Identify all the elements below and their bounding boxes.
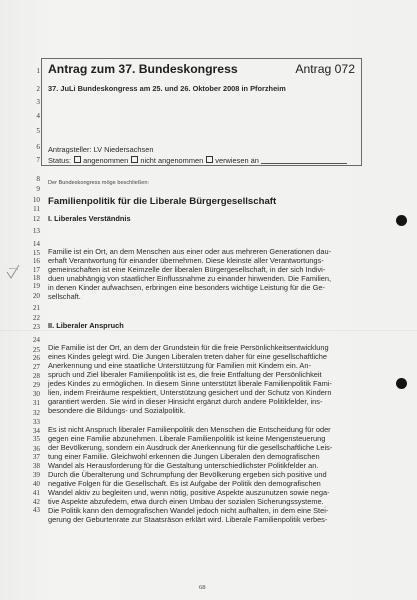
line-number: 23 (32, 323, 40, 331)
handwritten-check-mark (4, 263, 22, 281)
motion-number: Antrag 072 (295, 62, 355, 76)
line-number: 5 (36, 127, 40, 135)
text-line: duen unabhängig von staatlicher Einflussnahme zu einander hinwenden. Die Familien, (48, 274, 332, 283)
line-number: 14 (32, 240, 40, 248)
applicant: Antragsteller: LV Niedersachsen (48, 145, 154, 154)
line-number: 21 (32, 304, 40, 312)
line-number: 27 (32, 363, 40, 371)
line-number: 2 (36, 85, 40, 93)
line-number: 35 (32, 435, 40, 443)
checkbox-verwiesen[interactable] (206, 156, 213, 163)
line-number: 42 (32, 498, 40, 506)
intro-text: Der Bundeskongress möge beschließen: (48, 180, 150, 186)
text-line: Anerkennung und eine staatliche Unterstützung für Familien mit Kindern ein. An- (48, 361, 311, 370)
line-number: 3 (36, 98, 40, 106)
line-number: 13 (32, 227, 40, 235)
line-number: 17 (32, 266, 40, 274)
checkbox-nicht-angenommen[interactable] (131, 156, 138, 163)
line-number: 22 (32, 314, 40, 322)
checkbox-angenommen[interactable] (74, 156, 81, 163)
line-number: 19 (32, 282, 40, 290)
text-line: tive Aspekte abzufedern, etwa durch einen Umbau der sozialen Sicherungssysteme. (48, 497, 324, 506)
line-number: 4 (36, 112, 40, 120)
text-line: garantiert werden. Sie wird in dieser Hinsicht ergänzt durch andere Politikfelder, ins- (48, 397, 323, 406)
line-number: 8 (36, 175, 40, 183)
text-line: gemeinschaften ist eine Keimzelle der liberalen Bürgergesellschaft, in der sich Indivi- (48, 265, 326, 274)
line-number: 16 (32, 257, 40, 265)
punch-hole (396, 378, 407, 389)
section-heading: II. Liberaler Anspruch (48, 321, 124, 330)
text-line: erhaft Verantwortung für einander übernehmen. Diese kleinste aller Verantwortungs- (48, 256, 324, 265)
status-option: nicht angenommen (140, 156, 204, 165)
line-number: 11 (33, 205, 40, 213)
line-number: 7 (36, 156, 40, 164)
text-line: jedes Kindes zu ermöglichen. In diesem Sinne unterstützt liberale Familienpolitik Fami- (48, 379, 332, 388)
text-line: Es ist nicht Anspruch liberaler Familienpolitik den Menschen die Entscheidung für oder (48, 425, 331, 434)
line-number: 15 (32, 249, 40, 257)
line-number: 33 (32, 418, 40, 426)
text-line: lien, indem Freiräume respektiert, Unterstützung gesichert und der Schutz von Kindern (48, 388, 332, 397)
text-line: gegen eine Familie abzunehmen. Liberale Familienpolitik ist keine Mengensteuerung (48, 434, 326, 443)
line-number: 26 (32, 354, 40, 362)
text-line: in denen Kinder aufwachsen, erbringen eine besonders wichtige Leistung für die Ge- (48, 283, 325, 292)
line-number: 20 (32, 292, 40, 300)
line-number: 25 (32, 346, 40, 354)
line-number: 39 (32, 471, 40, 479)
text-line: Durch die Überalterung und Schrumpfung der Bevölkerung ergeben sich positive und (48, 470, 327, 479)
line-number: 34 (32, 427, 40, 435)
line-number: 41 (32, 489, 40, 497)
line-number: 10 (32, 196, 40, 204)
line-number: 28 (32, 372, 40, 380)
status-blank-line (261, 157, 347, 164)
line-number: 43 (32, 506, 40, 514)
line-number: 18 (32, 274, 40, 282)
line-number: 38 (32, 462, 40, 470)
text-line: Wandel als Herausforderung für die Gestaltung unterschiedlichster Politikfelder an. (48, 461, 319, 470)
line-number: 24 (32, 336, 40, 344)
page-number: 68 (199, 584, 206, 591)
text-line: tung einer Familie. Gleichwohl erkennen die Jungen Liberalen den demografischen (48, 452, 320, 461)
text-line: eines Kindes gelegt wird. Die Jungen Liberalen treten daher für eine gesellschaftliche (48, 352, 327, 361)
text-line: sellschaft. (48, 292, 81, 301)
text-line: Familie ist ein Ort, an dem Menschen aus einer oder aus mehreren Generationen dau- (48, 247, 332, 256)
event-line: 37. JuLi Bundeskongress am 25. und 26. Oktober 2008 in Pforzheim (48, 84, 286, 93)
text-line: negative Folgen für die Gesellschaft. Es ist Aufgabe der Politik den demografischen (48, 479, 321, 488)
line-number: 32 (32, 409, 40, 417)
paper-fold (0, 330, 417, 331)
line-number: 40 (32, 480, 40, 488)
line-number: 6 (36, 143, 40, 151)
line-number: 9 (36, 185, 40, 193)
section-heading: I. Liberales Verständnis (48, 214, 131, 223)
text-line: gerung der Geburtenrate zur Staatsräson erklärt wird. Liberale Familienpolitik verbes- (48, 515, 328, 524)
line-number: 37 (32, 453, 40, 461)
motion-heading: Familienpolitik für die Liberale Bürgergesellschaft (48, 196, 277, 207)
text-line: Die Familie ist der Ort, an dem der Grundstein für die freie Persönlichkeitsentwicklung (48, 343, 329, 352)
text-line: Wandel aktiv zu begleiten und, wenn nötig, positive Aspekte auszunutzen sowie nega- (48, 488, 330, 497)
line-number: 29 (32, 381, 40, 389)
line-number: 31 (32, 399, 40, 407)
line-number: 12 (32, 215, 40, 223)
document-title: Antrag zum 37. Bundeskongress (48, 62, 238, 76)
text-line: Die Politik kann den demografischen Wandel jedoch nicht aufhalten, in dem eine Stei- (48, 506, 329, 515)
line-number: 30 (32, 390, 40, 398)
line-number: 1 (36, 67, 40, 75)
text-line: besondere die Bildungs- und Sozialpolitik. (48, 406, 186, 415)
status-row (48, 156, 347, 165)
status-option: verwiesen an (215, 156, 259, 165)
status-label: Status: (48, 156, 72, 165)
text-line: spruch und Ziel liberaler Familienpolitik ist es, die freie Entfaltung der Persönlichkeit (48, 370, 322, 379)
line-number: 36 (32, 445, 40, 453)
status-option: angenommen (83, 156, 129, 165)
punch-hole (396, 215, 407, 226)
text-line: der Bevölkerung, sondern ein Ausdruck der Anerkennung für die gesellschaftliche Leis- (48, 443, 333, 452)
